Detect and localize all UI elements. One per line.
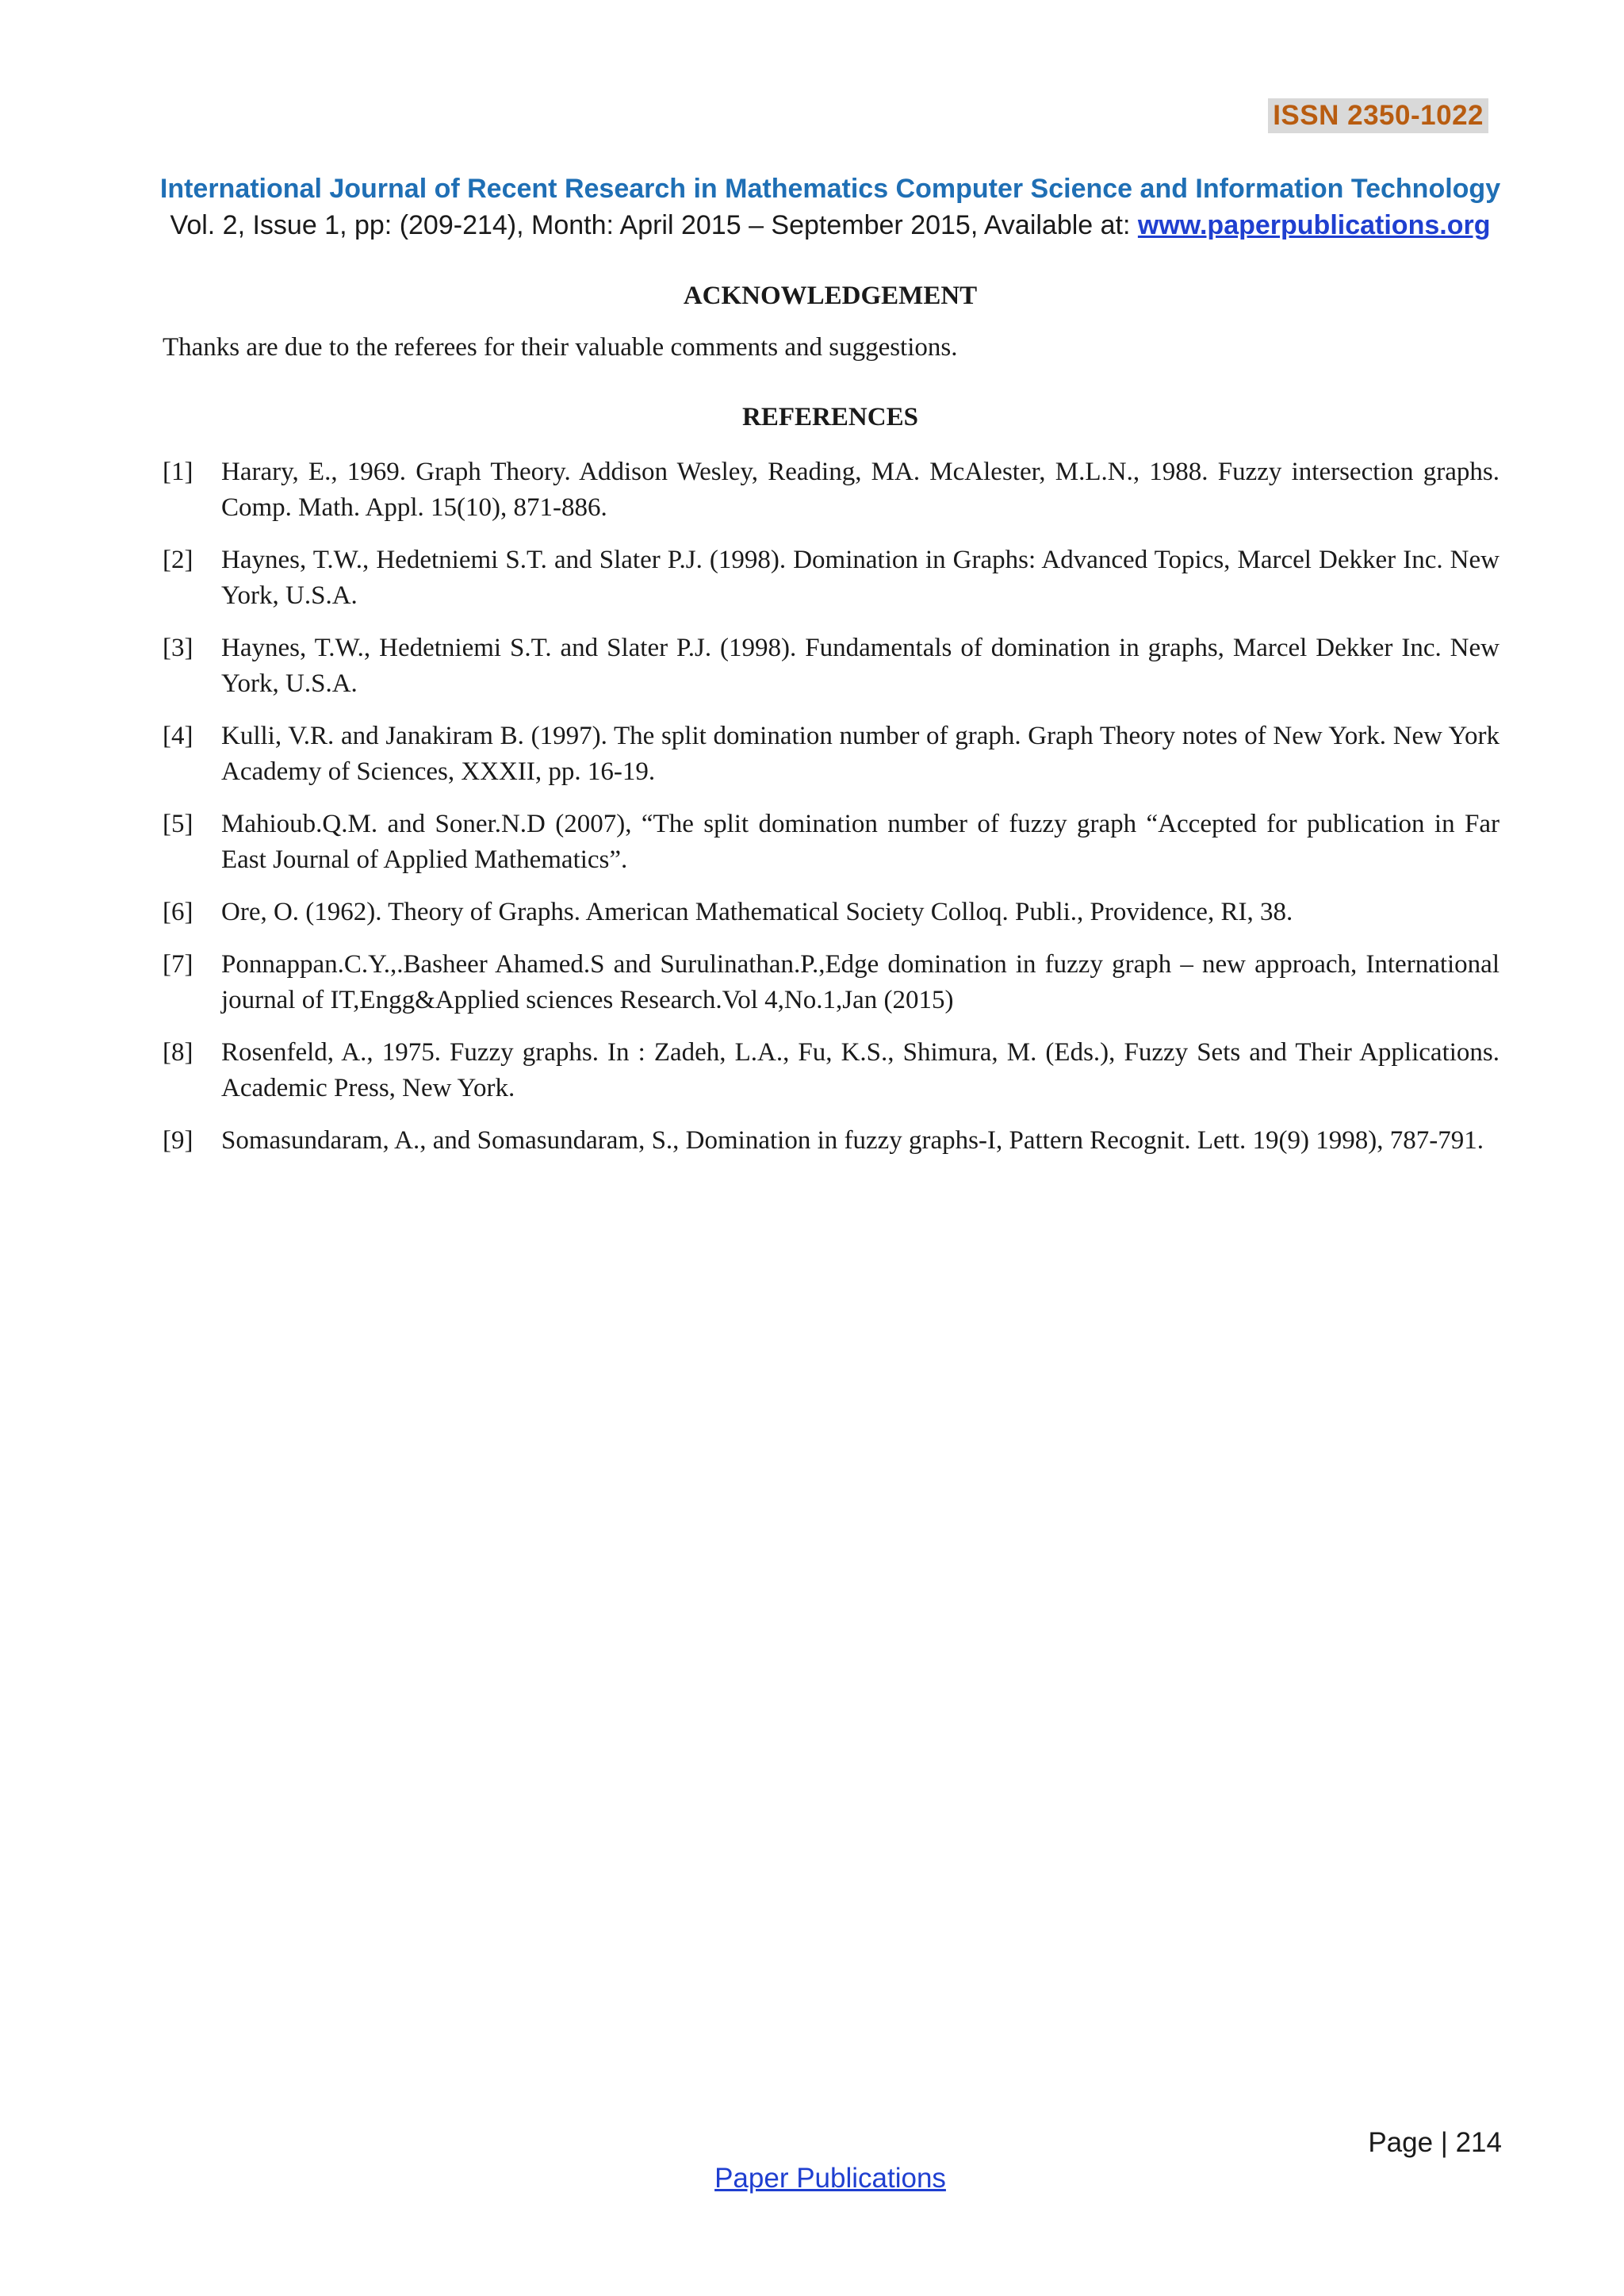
footer bbox=[0, 2163, 1624, 2194]
acknowledgement-heading: ACKNOWLEDGEMENT bbox=[683, 282, 978, 310]
reference-item bbox=[163, 454, 1500, 526]
reference-text: Haynes, T.W., Hedetniemi S.T. and Slater P.J. (1998). Domination in Graphs: Advanced Topics, Marcel Dekker Inc. New York, U.S.A. bbox=[221, 546, 1500, 610]
reference-number: [2] bbox=[163, 546, 193, 574]
acknowledgement-text: Thanks are due to the referees for their valuable comments and suggestions. bbox=[163, 333, 958, 362]
reference-item bbox=[163, 1123, 1500, 1159]
journal-info bbox=[0, 210, 1624, 241]
reference-item bbox=[163, 719, 1500, 790]
reference-text: Mahioub.Q.M. and Soner.N.D (2007), “The split domination number of fuzzy graph “Accepted for publication in Far East Journal of Applied Mathematics”. bbox=[221, 810, 1500, 874]
journal-info-text: Vol. 2, Issue 1, pp: (209-214), Month: April 2015 – September 2015, Available at: bbox=[170, 210, 1138, 240]
reference-number: [7] bbox=[163, 950, 193, 979]
reference-text: Haynes, T.W., Hedetniemi S.T. and Slater P.J. (1998). Fundamentals of domination in graphs, Marcel Dekker Inc. New York, U.S.A. bbox=[221, 634, 1500, 698]
reference-number: [1] bbox=[163, 458, 193, 486]
reference-item bbox=[163, 631, 1500, 702]
reference-text: Kulli, V.R. and Janakiram B. (1997). The split domination number of graph. Graph Theory notes of New York. New York Academy of Sciences, XXXII, pp. 16-19. bbox=[221, 722, 1500, 786]
reference-item bbox=[163, 542, 1500, 614]
journal-title: International Journal of Recent Research in Mathematics Computer Science and Information Technology bbox=[159, 174, 1501, 204]
reference-item bbox=[163, 1035, 1500, 1106]
reference-number: [8] bbox=[163, 1038, 193, 1067]
reference-item bbox=[163, 947, 1500, 1018]
reference-text: Somasundaram, A., and Somasundaram, S., Domination in fuzzy graphs-I, Pattern Recognit. Lett. 19(9) 1998), 787-791. bbox=[221, 1126, 1484, 1155]
publisher-link[interactable]: Paper Publications bbox=[714, 2163, 946, 2194]
reference-number: [9] bbox=[163, 1126, 193, 1155]
reference-list bbox=[163, 454, 1500, 1175]
journal-url-link[interactable]: www.paperpublications.org bbox=[1137, 210, 1491, 240]
references-heading: REFERENCES bbox=[742, 403, 918, 431]
page-number: Page | 214 bbox=[1368, 2127, 1502, 2158]
reference-item bbox=[163, 807, 1500, 878]
reference-item bbox=[163, 895, 1500, 930]
reference-number: [4] bbox=[163, 722, 193, 750]
reference-text: Harary, E., 1969. Graph Theory. Addison Wesley, Reading, MA. McAlester, M.L.N., 1988. Fuzzy intersection graphs. Comp. Math. Appl. 15(10), 871-886. bbox=[221, 458, 1500, 522]
reference-number: [6] bbox=[163, 898, 193, 926]
reference-text: Ponnappan.C.Y.,.Basheer Ahamed.S and Surulinathan.P.,Edge domination in fuzzy graph – new approach, International journal of IT,Engg&Applied sciences Research.Vol 4,No.1,Jan (2015) bbox=[221, 950, 1500, 1014]
issn-badge: ISSN 2350-1022 bbox=[1268, 98, 1488, 133]
reference-number: [3] bbox=[163, 634, 193, 662]
reference-number: [5] bbox=[163, 810, 193, 838]
reference-text: Rosenfeld, A., 1975. Fuzzy graphs. In : Zadeh, L.A., Fu, K.S., Shimura, M. (Eds.), Fuzzy Sets and Their Applications. Academic Press, New York. bbox=[221, 1038, 1500, 1102]
reference-text: Ore, O. (1962). Theory of Graphs. American Mathematical Society Colloq. Publi., Providence, RI, 38. bbox=[221, 898, 1293, 926]
